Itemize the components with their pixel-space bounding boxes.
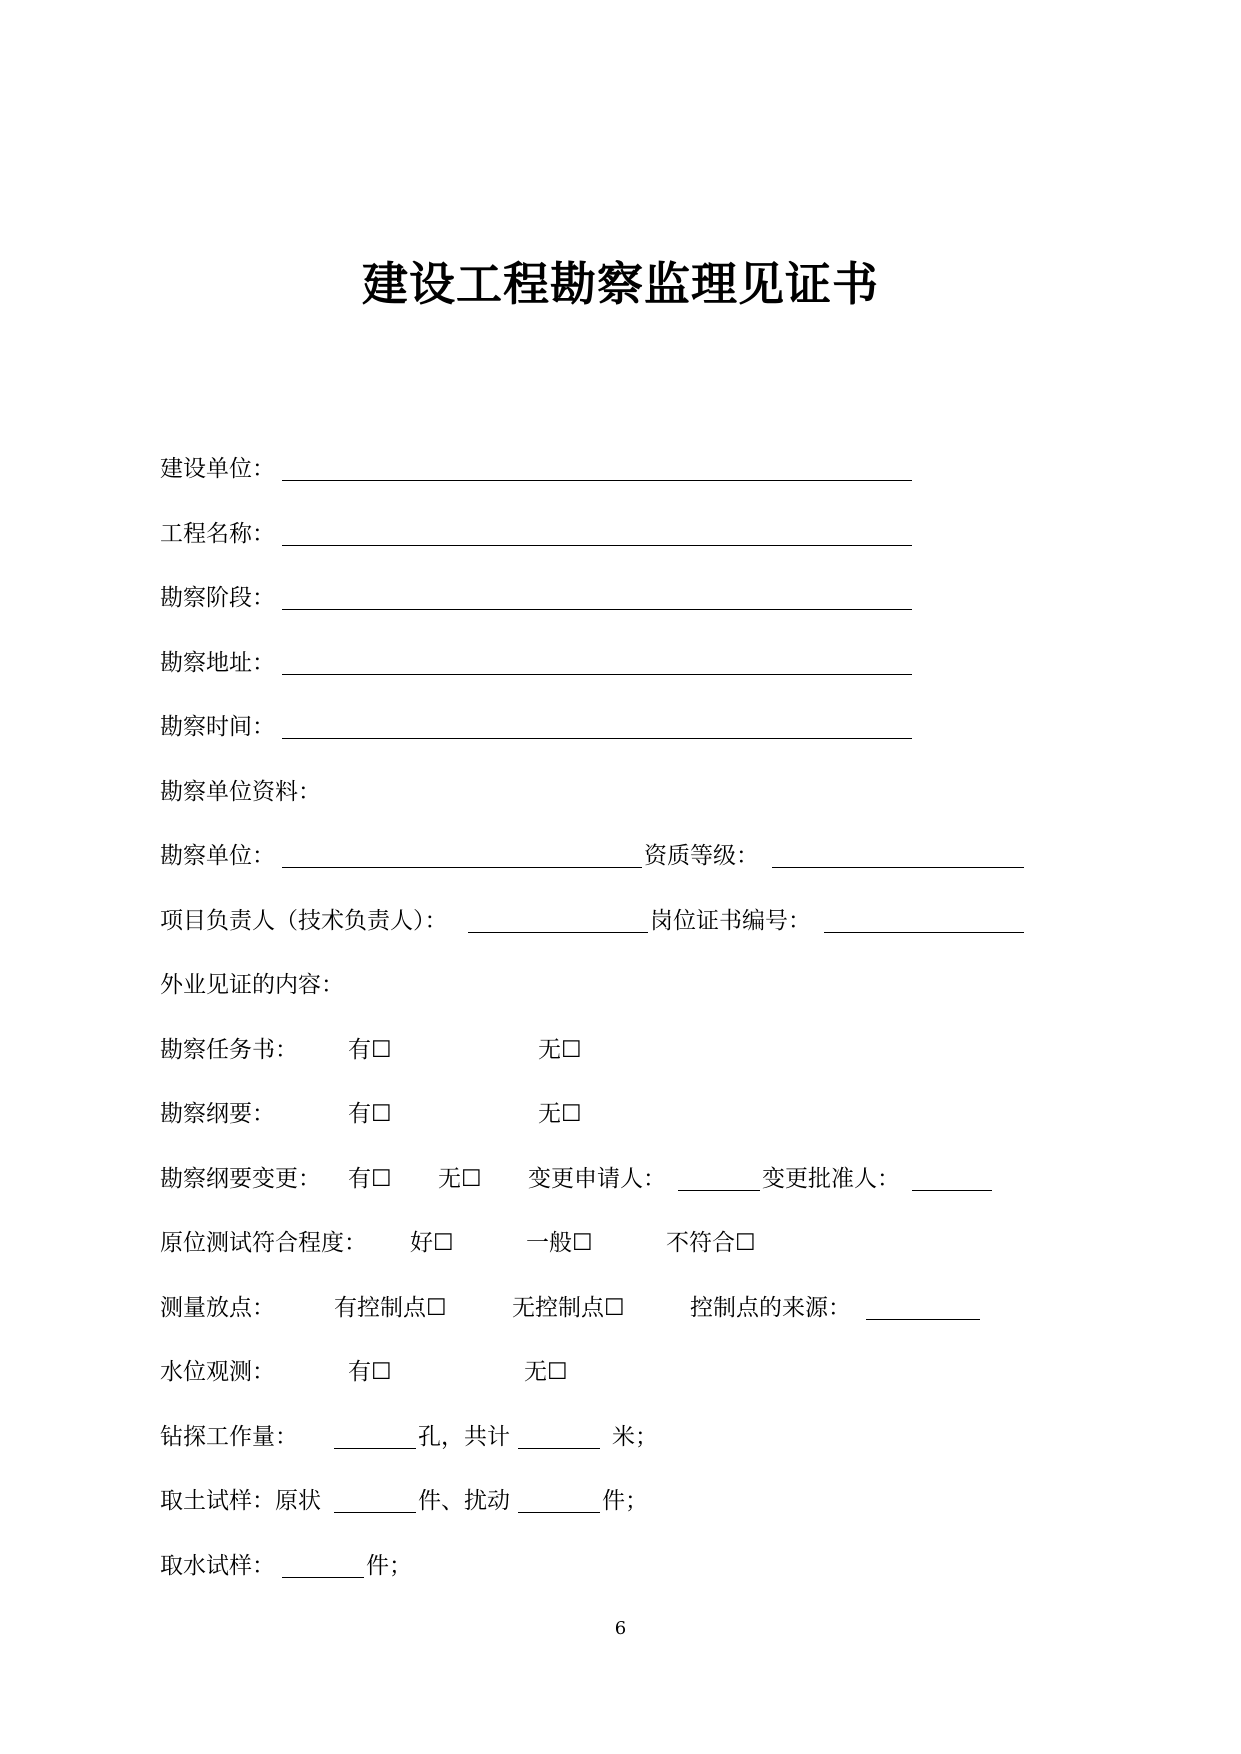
outline-change-row (160, 1160, 900, 1196)
project-name-row (160, 515, 275, 551)
construction-unit-row (160, 450, 275, 486)
fieldwork-heading: 外业见证的内容： (160, 972, 344, 998)
survey-unit-input[interactable] (282, 867, 642, 868)
outline-change-yes-checkbox[interactable]: 有☐ (348, 1166, 392, 1192)
task-book-row (160, 1031, 582, 1067)
outline-label: 勘察纲要： (160, 1101, 275, 1127)
outline-change-no-checkbox[interactable]: 无☐ (438, 1166, 482, 1192)
change-applicant-label: 变更申请人： (528, 1166, 666, 1192)
drilling-holes-unit: 孔，共计 (418, 1424, 510, 1450)
construction-unit-label: 建设单位： (160, 456, 275, 482)
construction-unit-input[interactable] (282, 480, 912, 481)
outline-row (160, 1095, 582, 1131)
water-samples-input[interactable] (282, 1577, 364, 1578)
in-situ-test-label: 原位测试符合程度： (160, 1230, 367, 1256)
task-book-no-checkbox[interactable]: 无☐ (538, 1037, 582, 1063)
disturbed-samples-input[interactable] (518, 1512, 600, 1513)
survey-address-input[interactable] (282, 674, 912, 675)
drilling-meters-input[interactable] (518, 1448, 600, 1449)
task-book-yes-checkbox[interactable]: 有☐ (348, 1037, 392, 1063)
change-applicant-input[interactable] (678, 1190, 760, 1191)
in-situ-normal-checkbox[interactable]: 一般☐ (526, 1230, 593, 1256)
water-level-yes-checkbox[interactable]: 有☐ (348, 1359, 392, 1385)
water-level-label: 水位观测： (160, 1359, 275, 1385)
outline-yes-checkbox[interactable]: 有☐ (348, 1101, 392, 1127)
project-leader-label: 项目负责人（技术负责人）： (160, 908, 448, 934)
survey-points-label: 测量放点： (160, 1295, 275, 1321)
water-level-no-checkbox[interactable]: 无☐ (524, 1359, 568, 1385)
outline-no-checkbox[interactable]: 无☐ (538, 1101, 582, 1127)
water-level-row (160, 1353, 568, 1389)
in-situ-test-row (160, 1224, 756, 1260)
survey-time-row (160, 708, 275, 744)
survey-unit-heading: 勘察单位资料： (160, 779, 321, 805)
with-control-points-checkbox[interactable]: 有控制点☐ (334, 1295, 447, 1321)
project-name-input[interactable] (282, 545, 912, 546)
water-samples-unit: 件； (366, 1553, 412, 1579)
document-title: 建设工程勘察监理见证书 (362, 257, 879, 311)
survey-unit-label: 勘察单位： (160, 843, 275, 869)
drilling-holes-input[interactable] (334, 1448, 416, 1449)
drilling-row (160, 1418, 658, 1454)
survey-unit-row (160, 837, 759, 873)
page-number: 6 (614, 1618, 627, 1639)
survey-stage-label: 勘察阶段： (160, 585, 275, 611)
water-samples-label: 取水试样： (160, 1553, 275, 1579)
certificate-number-input[interactable] (824, 932, 1024, 933)
control-source-label: 控制点的来源： (690, 1295, 851, 1321)
outline-change-label: 勘察纲要变更： (160, 1166, 321, 1192)
water-samples-row (160, 1547, 412, 1583)
soil-samples-label: 取土试样：原状 (160, 1488, 321, 1514)
task-book-label: 勘察任务书： (160, 1037, 298, 1063)
survey-address-row (160, 644, 275, 680)
survey-stage-row (160, 579, 275, 615)
survey-address-label: 勘察地址： (160, 650, 275, 676)
drilling-label: 钻探工作量： (160, 1424, 298, 1450)
without-control-points-checkbox[interactable]: 无控制点☐ (512, 1295, 625, 1321)
in-situ-noncompliant-checkbox[interactable]: 不符合☐ (666, 1230, 756, 1256)
qualification-label: 资质等级： (644, 843, 759, 869)
in-situ-good-checkbox[interactable]: 好☐ (410, 1230, 454, 1256)
change-approver-label: 变更批准人： (762, 1166, 900, 1192)
certificate-number-label: 岗位证书编号： (650, 908, 811, 934)
control-source-input[interactable] (866, 1319, 980, 1320)
change-approver-input[interactable] (912, 1190, 992, 1191)
qualification-input[interactable] (772, 867, 1024, 868)
undisturbed-unit: 件、扰动 (418, 1488, 510, 1514)
project-leader-input[interactable] (468, 932, 648, 933)
project-leader-row (160, 902, 811, 938)
survey-time-label: 勘察时间： (160, 714, 275, 740)
survey-stage-input[interactable] (282, 609, 912, 610)
undisturbed-samples-input[interactable] (334, 1512, 416, 1513)
drilling-meters-unit: 米； (612, 1424, 658, 1450)
project-name-label: 工程名称： (160, 521, 275, 547)
soil-samples-row (160, 1482, 648, 1518)
survey-time-input[interactable] (282, 738, 912, 739)
survey-points-row (160, 1289, 851, 1325)
disturbed-unit: 件； (602, 1488, 648, 1514)
